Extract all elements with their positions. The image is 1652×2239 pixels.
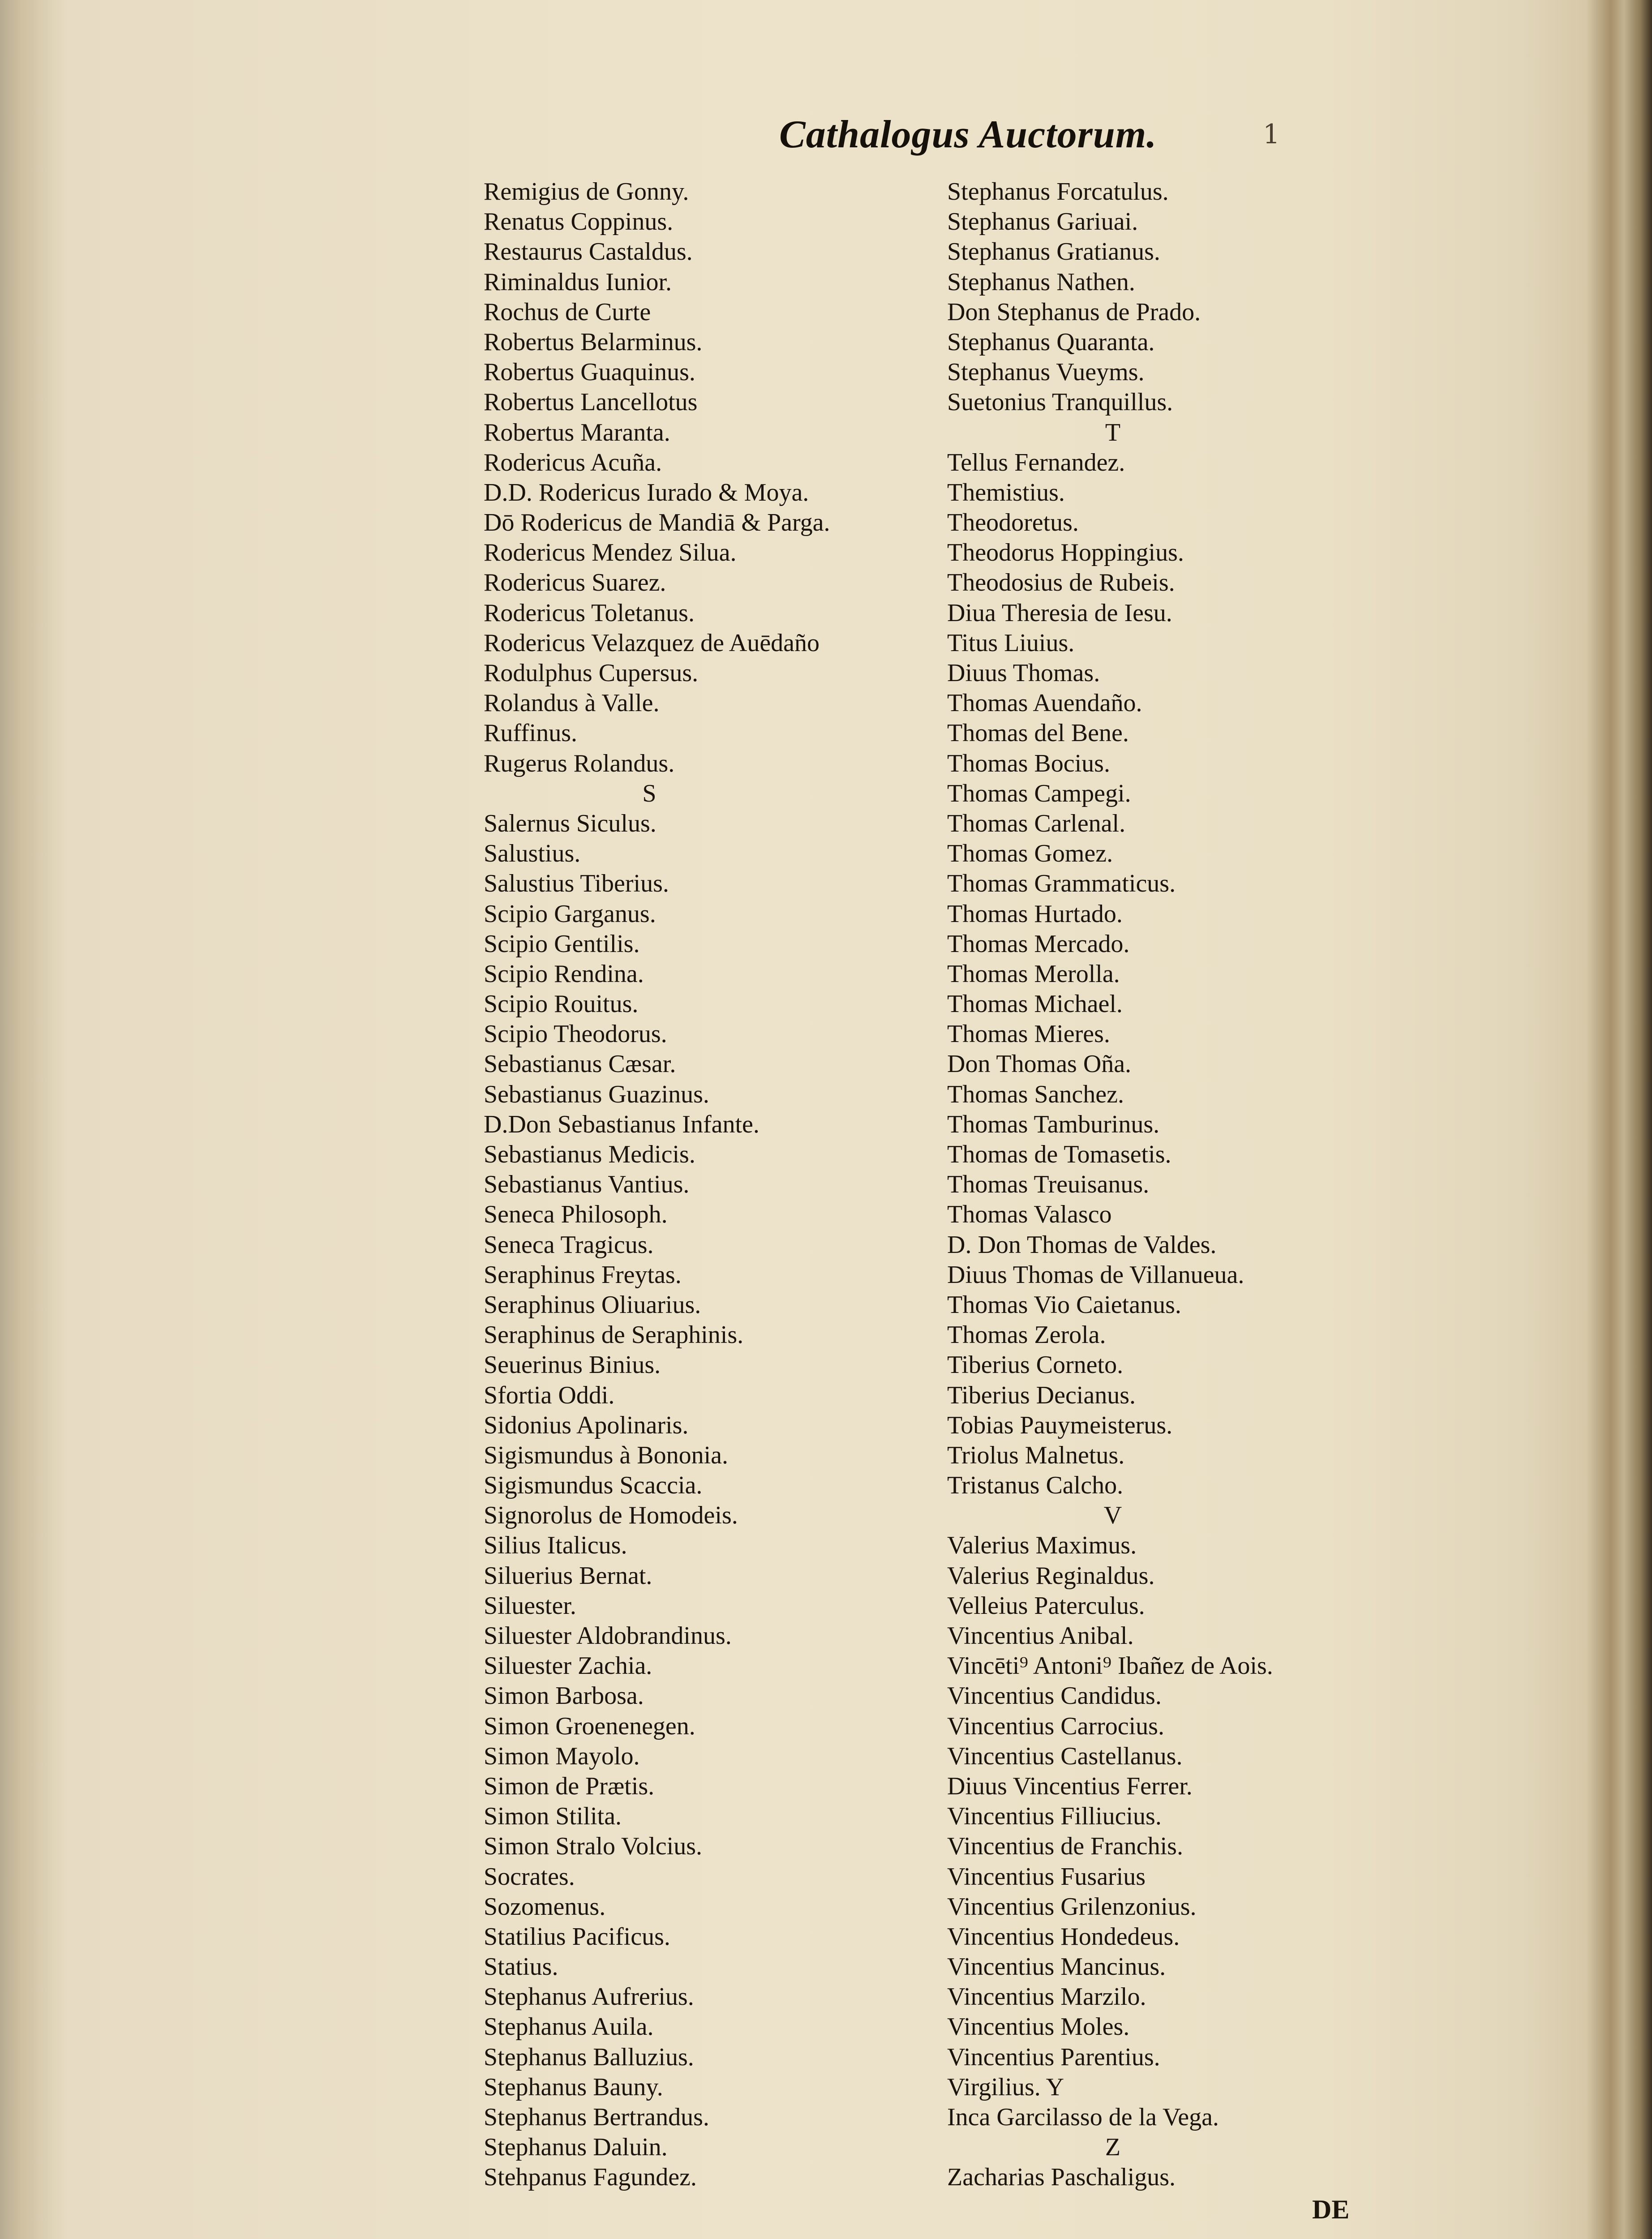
author-entry: Theodoretus. xyxy=(947,509,1079,537)
author-entry: Statius. xyxy=(484,1953,558,1981)
author-entry: Scipio Garganus. xyxy=(484,900,656,928)
author-entry: Vincentius Fusarius xyxy=(947,1862,1146,1891)
author-entry: Titus Liuius. xyxy=(947,629,1075,657)
author-entry: Signorolus de Homodeis. xyxy=(484,1501,738,1530)
author-entry: Thomas Hurtado. xyxy=(947,900,1123,928)
author-entry: Themistius. xyxy=(947,478,1065,506)
author-entry: Thomas Gomez. xyxy=(947,840,1113,868)
author-entry: Vincentius Filliucius. xyxy=(947,1802,1162,1831)
author-entry: Rochus de Curte xyxy=(484,298,651,326)
author-entry: D.Don Sebastianus Infante. xyxy=(484,1110,759,1138)
author-entry: Stephanus Forcatulus. xyxy=(947,178,1169,206)
author-entry: Robertus Guaquinus. xyxy=(484,358,695,386)
author-entry: Sebastianus Vantius. xyxy=(484,1171,690,1199)
author-entry: Remigius de Gonny. xyxy=(484,178,689,206)
author-entry: Velleius Paterculus. xyxy=(947,1591,1145,1620)
author-entry: Valerius Reginaldus. xyxy=(947,1561,1155,1590)
author-entry: Robertus Belarminus. xyxy=(484,328,703,356)
author-entry: Restaurus Castaldus. xyxy=(484,238,693,266)
right-author-column xyxy=(947,177,1404,2193)
author-entry: Diuus Thomas de Villanueua. xyxy=(947,1261,1244,1289)
author-entry: Simon Stilita. xyxy=(484,1802,622,1831)
author-entry: Stephanus Vueyms. xyxy=(947,358,1145,386)
author-entry: Thomas Carlenal. xyxy=(947,809,1126,837)
author-entry: Valerius Maximus. xyxy=(947,1531,1137,1560)
author-entry: Vincentius Parentius. xyxy=(947,2043,1160,2071)
author-entry: Vincentius Grilenzonius. xyxy=(947,1892,1197,1921)
author-entry: Theodorus Hoppingius. xyxy=(947,539,1184,567)
author-entry: Rodericus Velazquez de Auēdaño xyxy=(484,629,820,657)
author-entry: Tiberius Decianus. xyxy=(947,1381,1136,1409)
author-entry: Thomas de Tomasetis. xyxy=(947,1141,1171,1168)
author-entry: Thomas Zerola. xyxy=(947,1321,1106,1349)
author-entry: Simon Stralo Volcius. xyxy=(484,1832,703,1861)
author-entry: Stephanus Auila. xyxy=(484,2013,654,2041)
author-entry: Salernus Siculus. xyxy=(484,809,657,837)
author-entry: Suetonius Tranquillus. xyxy=(947,388,1173,416)
running-title: Cathalogus Auctorum. xyxy=(779,113,1157,156)
author-entry: Rugerus Rolandus. xyxy=(484,749,675,777)
author-entry: Stephanus Balluzius. xyxy=(484,2043,694,2071)
left-author-column xyxy=(484,177,940,2193)
author-entry: Vincentius Hondedeus. xyxy=(947,1922,1180,1951)
page-mark: 1 xyxy=(1263,119,1280,150)
author-entry: Sidonius Apolinaris. xyxy=(484,1411,689,1439)
author-entry: Thomas Tamburinus. xyxy=(947,1110,1160,1138)
author-entry: Stephanus Gariuai. xyxy=(947,208,1138,236)
author-entry: Tobias Pauymeisterus. xyxy=(947,1411,1173,1439)
section-letter: Z xyxy=(1105,2133,1121,2162)
author-entry: Rodericus Toletanus. xyxy=(484,599,695,627)
author-entry: Rodericus Mendez Silua. xyxy=(484,539,737,567)
author-entry: Thomas Mieres. xyxy=(947,1020,1110,1048)
author-entry: Sebastianus Guazinus. xyxy=(484,1080,709,1108)
author-entry: Triolus Malnetus. xyxy=(947,1441,1125,1469)
author-entry: Thomas Merolla. xyxy=(947,960,1120,988)
author-entry: Statilius Pacificus. xyxy=(484,1922,670,1951)
author-entry: Stehpanus Fagundez. xyxy=(484,2163,697,2192)
author-entry: Vincentius Anibal. xyxy=(947,1622,1134,1650)
author-entry: Siluester Aldobrandinus. xyxy=(484,1622,732,1650)
author-entry: Robertus Lancellotus xyxy=(484,388,698,416)
author-entry: Vincentius Candidus. xyxy=(947,1682,1162,1710)
author-entry: Sebastianus Medicis. xyxy=(484,1141,695,1168)
author-entry: Socrates. xyxy=(484,1862,575,1891)
author-entry: Seraphinus de Seraphinis. xyxy=(484,1321,744,1349)
author-entry: Salustius Tiberius. xyxy=(484,870,669,898)
author-entry: Inca Garcilasso de la Vega. xyxy=(947,2103,1219,2131)
author-entry: Scipio Rendina. xyxy=(484,960,644,988)
author-entry: Tellus Fernandez. xyxy=(947,448,1125,476)
author-entry: Rodericus Acuña. xyxy=(484,448,662,476)
author-entry: Tiberius Corneto. xyxy=(947,1351,1124,1379)
author-entry: Stephanus Gratianus. xyxy=(947,238,1160,266)
author-entry: Thomas Vio Caietanus. xyxy=(947,1291,1181,1319)
author-entry: Virgilius. Y xyxy=(947,2073,1064,2101)
author-entry: Stephanus Aufrerius. xyxy=(484,1983,694,2011)
catchword: DE xyxy=(1312,2195,1350,2224)
author-entry: Sozomenus. xyxy=(484,1892,606,1921)
author-entry: Thomas del Bene. xyxy=(947,719,1129,747)
author-entry: Don Stephanus de Prado. xyxy=(947,298,1201,326)
author-entry: Simon Mayolo. xyxy=(484,1742,640,1770)
author-entry: Ruffinus. xyxy=(484,719,577,747)
author-entry: Siluester. xyxy=(484,1591,576,1620)
author-entry: Rodericus Suarez. xyxy=(484,569,666,597)
author-entry: Sigismundus à Bononia. xyxy=(484,1441,729,1469)
author-entry: Robertus Maranta. xyxy=(484,418,670,446)
author-entry: Thomas Michael. xyxy=(947,990,1123,1018)
author-entry: Diuus Vincentius Ferrer. xyxy=(947,1772,1193,1800)
author-entry: Stephanus Bertrandus. xyxy=(484,2103,709,2131)
author-entry: Stephanus Nathen. xyxy=(947,268,1135,296)
author-entry: Stephanus Bauny. xyxy=(484,2073,663,2101)
author-entry: D.D. Rodericus Iurado & Moya. xyxy=(484,478,809,506)
author-entry: Stephanus Daluin. xyxy=(484,2133,668,2162)
author-entry: Theodosius de Rubeis. xyxy=(947,569,1175,597)
author-entry: Siluerius Bernat. xyxy=(484,1561,652,1590)
section-letter: S xyxy=(642,779,657,807)
author-entry: Vincentius Mancinus. xyxy=(947,1953,1166,1981)
author-entry: Vincentius Carrocius. xyxy=(947,1712,1164,1740)
author-entry: Thomas Sanchez. xyxy=(947,1080,1124,1108)
author-entry: Zacharias Paschaligus. xyxy=(947,2163,1176,2192)
author-entry: Thomas Campegi. xyxy=(947,779,1131,807)
author-entry: Vincentius Castellanus. xyxy=(947,1742,1183,1770)
author-entry: Silius Italicus. xyxy=(484,1531,627,1560)
section-letter: T xyxy=(1105,418,1121,446)
author-entry: Simon Groenenegen. xyxy=(484,1712,695,1740)
author-entry: Siluester Zachia. xyxy=(484,1652,652,1680)
author-entry: Thomas Mercado. xyxy=(947,930,1130,958)
author-entry: Dō Rodericus de Mandiā & Parga. xyxy=(484,509,830,537)
author-entry: Don Thomas Oña. xyxy=(947,1050,1132,1078)
author-entry: Salustius. xyxy=(484,840,581,868)
author-entry: Seraphinus Freytas. xyxy=(484,1261,682,1289)
author-entry: Sfortia Oddi. xyxy=(484,1381,615,1409)
author-entry: Seneca Philosoph. xyxy=(484,1201,668,1229)
author-entry: Vincentius Marzilo. xyxy=(947,1983,1146,2011)
author-entry: Vincentius Moles. xyxy=(947,2013,1130,2041)
author-entry: Renatus Coppinus. xyxy=(484,208,674,236)
author-entry: Diua Theresia de Iesu. xyxy=(947,599,1172,627)
author-entry: Thomas Grammaticus. xyxy=(947,870,1176,898)
author-entry: Tristanus Calcho. xyxy=(947,1471,1124,1500)
author-entry: Seraphinus Oliuarius. xyxy=(484,1291,701,1319)
author-entry: Rodulphus Cupersus. xyxy=(484,659,699,687)
author-entry: Simon de Prætis. xyxy=(484,1772,655,1800)
book-page xyxy=(27,18,1576,2239)
author-entry: Diuus Thomas. xyxy=(947,659,1100,687)
author-entry: Thomas Auendaño. xyxy=(947,689,1142,717)
author-entry: Scipio Theodorus. xyxy=(484,1020,667,1048)
author-entry: Vincentius de Franchis. xyxy=(947,1832,1183,1861)
author-entry: Seneca Tragicus. xyxy=(484,1231,654,1259)
author-entry: Simon Barbosa. xyxy=(484,1682,644,1710)
author-entry: Thomas Treuisanus. xyxy=(947,1171,1150,1199)
author-entry: Riminaldus Iunior. xyxy=(484,268,672,296)
author-entry: Scipio Gentilis. xyxy=(484,930,640,958)
section-letter: V xyxy=(1103,1501,1122,1530)
author-entry: Seuerinus Binius. xyxy=(484,1351,661,1379)
author-entry: D. Don Thomas de Valdes. xyxy=(947,1231,1217,1259)
author-entry: Rolandus à Valle. xyxy=(484,689,660,717)
author-entry: Thomas Valasco xyxy=(947,1201,1112,1229)
author-entry: Thomas Bocius. xyxy=(947,749,1110,777)
author-entry: Sigismundus Scaccia. xyxy=(484,1471,703,1500)
author-entry: Sebastianus Cæsar. xyxy=(484,1050,676,1078)
author-entry: Stephanus Quaranta. xyxy=(947,328,1155,356)
author-entry: Vincēti⁹ Antoni⁹ Ibañez de Aois. xyxy=(947,1652,1273,1680)
author-entry: Scipio Rouitus. xyxy=(484,990,639,1018)
